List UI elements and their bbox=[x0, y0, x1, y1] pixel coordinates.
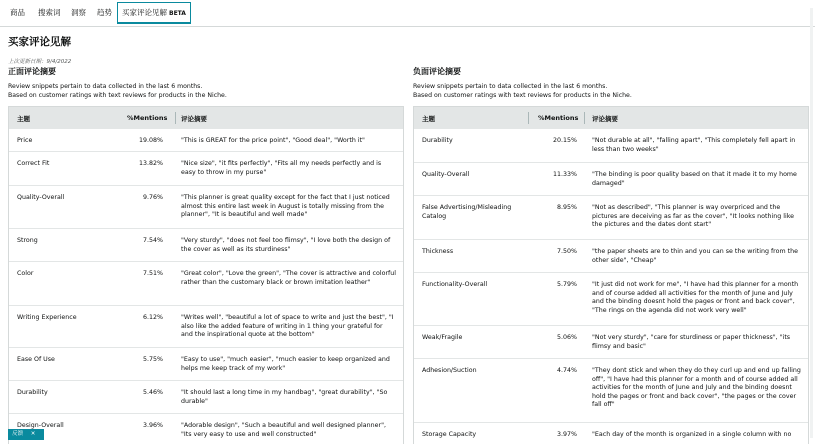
row-summary: "This planner is great quality except for the fact that I just noticed almost this entire last week in August is totally missing from the planner", "It is beautiful and well made" bbox=[181, 194, 390, 218]
row-topic: Storage Capacity bbox=[422, 431, 477, 438]
row-mentions: 8.95% bbox=[556, 204, 577, 211]
positive-title: 正面评论摘要 bbox=[8, 67, 56, 76]
row-summary: "the paper sheets are to thin and you can se the writing from the other side", "Cheap" bbox=[592, 248, 798, 264]
tab-search-terms[interactable]: 搜索词 bbox=[38, 8, 61, 17]
table-row bbox=[9, 306, 403, 348]
table-row bbox=[414, 359, 808, 423]
table-row bbox=[414, 196, 808, 240]
table-row bbox=[9, 381, 403, 414]
row-summary: "Writes well", "beautiful a lot of space to write and just the best", "I also like the added feature of writing in 1 thing your grateful for and the inspirational quote at the bottom" bbox=[181, 314, 394, 338]
row-topic: Quality-Overall bbox=[17, 194, 65, 201]
page-title: 买家评论见解 bbox=[8, 36, 71, 48]
row-summary: "It should last a long time in my handbag", "great durability", "So durable" bbox=[181, 389, 388, 405]
row-topic: Design-Overall bbox=[17, 422, 64, 429]
row-summary: "Easy to use", "much easier", "much easier to keep organized and helps me keep track of my work" bbox=[181, 356, 390, 372]
table-row bbox=[414, 273, 808, 326]
row-summary: "Adorable design", "Such a beautiful and well designed planner", "Its very easy to use and well constructed" bbox=[181, 422, 386, 438]
row-summary: "It just did not work for me", "I have had this planner for a month and of course added all activities for the month of June and July and the binding doesnt hold the pages or front and back cover", "The rings on the agenda did not work very well" bbox=[592, 281, 799, 314]
page-scrollbar[interactable] bbox=[810, 8, 813, 438]
tab-trends[interactable]: 趋势 bbox=[97, 8, 112, 17]
row-topic: Writing Experience bbox=[17, 314, 77, 321]
table-header bbox=[414, 107, 808, 129]
header-topic: 主题 bbox=[17, 115, 30, 123]
negative-desc-1: Review snippets pertain to data collected in the last 6 months. bbox=[413, 83, 608, 90]
row-topic: Durability bbox=[17, 389, 48, 396]
row-topic: Thickness bbox=[422, 248, 454, 255]
row-topic: Ease Of Use bbox=[17, 356, 55, 363]
tab-bar bbox=[0, 0, 815, 27]
row-mentions: 5.75% bbox=[142, 356, 163, 363]
header-divider bbox=[175, 112, 176, 124]
table-row bbox=[414, 129, 808, 163]
positive-summary-header bbox=[8, 66, 402, 100]
negative-summary-header bbox=[413, 66, 807, 100]
table-row bbox=[9, 414, 403, 444]
row-summary: "They dont stick and when they do they curl up and end up falling off", "I have had this planner for a month and of course added all activities for the month of June and July and the binding doesnt hold the pages or front and back cover", "the pages or the cover fall off" bbox=[592, 367, 801, 408]
tab-insights[interactable]: 洞察 bbox=[71, 8, 86, 17]
row-topic: Price bbox=[17, 137, 33, 144]
table-header bbox=[9, 107, 403, 129]
row-mentions: 5.46% bbox=[142, 389, 163, 396]
tab-customer-review-insights[interactable] bbox=[117, 2, 191, 24]
tab-products[interactable]: 商品 bbox=[10, 8, 25, 17]
row-mentions: 5.79% bbox=[556, 281, 577, 288]
table-row bbox=[9, 229, 403, 262]
positive-table bbox=[8, 106, 404, 444]
row-topic: Durability bbox=[422, 137, 453, 144]
row-topic: Functionality-Overall bbox=[422, 281, 488, 288]
last-updated: 上次更新日期：9/4/2022 bbox=[8, 59, 72, 65]
table-row bbox=[414, 240, 808, 273]
feedback-button[interactable] bbox=[8, 429, 44, 440]
table-row bbox=[414, 163, 808, 196]
row-topic: False Advertising/Misleading Catalog bbox=[422, 204, 512, 220]
row-summary: "Not as described", "This planner is way overpriced and the pictures are deceiving as far as the cover", "It looks nothing like the pictures and the dates dont start" bbox=[592, 204, 795, 228]
table-row bbox=[414, 326, 808, 359]
row-mentions: 6.12% bbox=[142, 314, 163, 321]
row-summary: "Not durable at all", "falling apart", "This completely fell apart in less than two weeks" bbox=[592, 137, 796, 153]
positive-desc-1: Review snippets pertain to data collected in the last 6 months. bbox=[8, 83, 203, 90]
row-mentions: 4.74% bbox=[556, 367, 577, 374]
beta-badge: BETA bbox=[169, 10, 186, 17]
positive-desc-2: Based on customer ratings with text reviews for products in the Niche. bbox=[8, 91, 227, 99]
row-topic: Correct Fit bbox=[17, 160, 50, 167]
row-topic: Adhesion/Suction bbox=[422, 367, 477, 374]
header-divider bbox=[584, 112, 585, 124]
row-mentions: 19.08% bbox=[138, 137, 163, 144]
header-divider bbox=[528, 112, 529, 124]
row-mentions: 7.50% bbox=[556, 248, 577, 255]
row-summary: "This is GREAT for the price point", "Good deal", "Worth it" bbox=[181, 137, 365, 144]
table-row bbox=[9, 129, 403, 152]
row-summary: "Each day of the month is organized in a single column with no bbox=[592, 431, 792, 438]
feedback-label: 反馈 bbox=[12, 431, 24, 437]
row-mentions: 7.54% bbox=[142, 237, 163, 244]
header-topic: 主题 bbox=[422, 115, 435, 123]
row-mentions: 7.51% bbox=[142, 270, 163, 277]
row-mentions: 11.33% bbox=[552, 171, 577, 178]
row-mentions: 5.06% bbox=[556, 334, 577, 341]
row-topic: Strong bbox=[17, 237, 38, 244]
header-mentions[interactable]: %Mentions bbox=[538, 114, 579, 122]
table-row bbox=[9, 262, 403, 306]
row-mentions: 9.76% bbox=[142, 194, 163, 201]
row-topic: Weak/Fragile bbox=[422, 334, 463, 341]
table-row bbox=[414, 423, 808, 444]
row-mentions: 3.97% bbox=[556, 431, 577, 438]
negative-desc-2: Based on customer ratings with text reviews for products in the Niche. bbox=[413, 91, 632, 99]
tab-label: 买家评论见解 bbox=[122, 8, 167, 17]
header-mentions[interactable]: %Mentions bbox=[127, 114, 168, 122]
row-summary: "Great color", "Love the green", "The cover is attractive and colorful rather than the customary black or brown imitation leather" bbox=[181, 270, 396, 286]
negative-title: 负面评论摘要 bbox=[413, 67, 461, 76]
close-icon[interactable]: ✕ bbox=[30, 431, 36, 437]
row-mentions: 13.82% bbox=[138, 160, 163, 167]
negative-table bbox=[413, 106, 809, 444]
header-summary: 评论摘要 bbox=[181, 115, 207, 123]
table-row bbox=[9, 348, 403, 381]
row-topic: Quality-Overall bbox=[422, 171, 470, 178]
row-summary: "Nice size", "it fits perfectly", "Fits all my needs perfectly and is easy to throw in my purse" bbox=[181, 160, 382, 176]
row-summary: "The binding is poor quality based on that it made it to my home damaged" bbox=[592, 171, 797, 187]
row-summary: "Not very sturdy", "care for sturdiness or paper thickness", "its flimsy and basic" bbox=[592, 334, 791, 350]
row-mentions: 20.15% bbox=[552, 137, 577, 144]
header-summary: 评论摘要 bbox=[592, 115, 618, 123]
row-summary: "Very sturdy", "does not feel too flimsy", "I love both the design of the cover as well as its sturdiness" bbox=[181, 237, 391, 253]
row-mentions: 3.96% bbox=[142, 422, 163, 429]
table-row bbox=[9, 186, 403, 229]
table-row bbox=[9, 152, 403, 186]
row-topic: Color bbox=[17, 270, 34, 277]
